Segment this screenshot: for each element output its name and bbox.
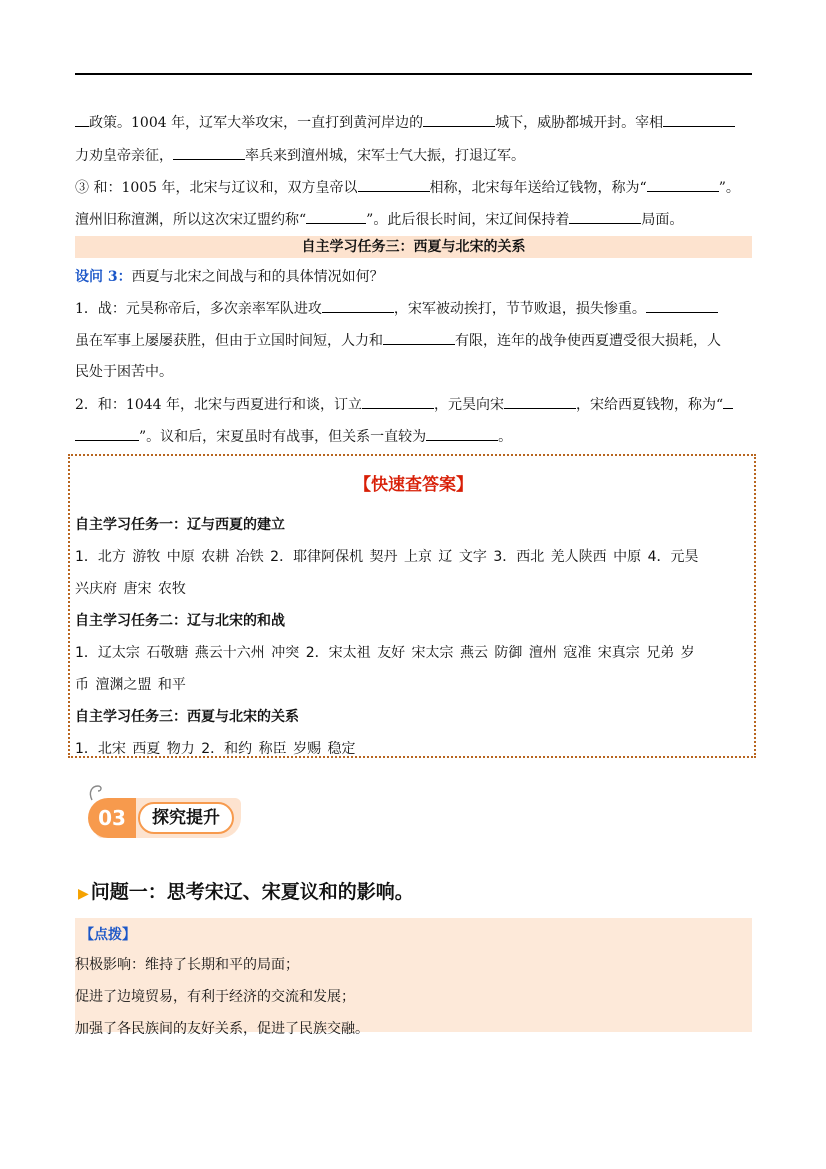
fill-blank[interactable] (362, 394, 434, 409)
text-span: 。 (498, 429, 513, 445)
text-span: 相称，北宋每年送给辽钱物，称为“ (429, 180, 647, 196)
fill-blank[interactable] (426, 426, 498, 441)
fill-blank[interactable] (663, 112, 735, 127)
fill-blank[interactable] (423, 112, 495, 127)
text-span: ，宋给西夏钱物，称为“ (576, 397, 724, 413)
answer-heading-3: 自主学习任务三：西夏与北宋的关系 (75, 709, 299, 725)
text-line (75, 362, 173, 382)
answer-line: 1．北宋 西夏 物力 2．和约 称臣 岁赐 稳定 (75, 741, 356, 757)
tip-line: 促进了边境贸易，有利于经济的交流和发展； (75, 989, 355, 1005)
section-number: 03 (88, 798, 136, 838)
header-rule (75, 73, 752, 75)
text-line (75, 145, 525, 166)
tip-box (75, 918, 752, 1032)
fill-blank[interactable] (75, 112, 89, 127)
text-line (75, 426, 512, 447)
text-span: ”。 (718, 180, 740, 196)
triangle-bullet-icon: ▶ (78, 886, 89, 902)
text-span: ，宋军被动挨打，节节败退，损失惨重。 (393, 301, 646, 317)
fill-blank[interactable] (75, 426, 139, 441)
question-1-heading (78, 877, 414, 904)
question-1-title: 问题一：思考宋辽、宋夏议和的影响。 (90, 881, 414, 903)
answer-line: 币 澶渊之盟 和平 (75, 677, 186, 693)
text-span: 澶州旧称澶渊，所以这次宋辽盟约称“ (75, 212, 307, 228)
text-span: 2．和：1044 年，北宋与西夏进行和谈，订立 (75, 397, 362, 413)
text-line (75, 298, 718, 319)
task3-band: 自主学习任务三：西夏与北宋的关系 (75, 236, 752, 258)
text-line (75, 177, 740, 198)
text-line (75, 394, 733, 415)
fill-blank[interactable] (504, 394, 576, 409)
text-span: 1．战：元昊称帝后，多次亲率军队进攻 (75, 301, 322, 317)
tip-line: 加强了各民族间的友好关系，促进了民族交融。 (75, 1021, 369, 1037)
text-span: 局面。 (641, 212, 684, 228)
text-span: 城下，威胁都城开封。宰相 (495, 115, 664, 131)
text-span: ，元昊向宋 (434, 397, 504, 413)
text-line (75, 112, 735, 133)
text-span: ”。此后很长时间，宋辽间保持着 (366, 212, 570, 228)
text-span: ③ 和：1005 年，北宋与辽议和，双方皇帝以 (75, 180, 358, 196)
text-line (75, 330, 721, 351)
fill-blank[interactable] (646, 298, 718, 313)
fill-blank[interactable] (383, 330, 455, 345)
answer-title: 【快速查答案】 (354, 475, 473, 495)
tip-title: 【点拨】 (80, 927, 136, 943)
answer-line: 1．北方 游牧 中原 农耕 冶铁 2．耶律阿保机 契丹 上京 辽 文字 3．西北 羌人陕西 中原 4．元昊 (75, 549, 699, 565)
text-span: 有限，连年的战争使西夏遭受很大损耗，人 (455, 333, 721, 349)
text-line (75, 209, 683, 230)
text-span: 力劝皇帝亲征， (75, 148, 173, 164)
question-text: 西夏与北宋之间战与和的具体情况如何？ (131, 269, 384, 285)
fill-blank[interactable] (723, 394, 733, 409)
text-span: ”。议和后，宋夏虽时有战事，但关系一直较为 (139, 429, 427, 445)
question-label: 设问 3： (75, 269, 132, 285)
text-span: 民处于困苦中。 (75, 364, 173, 380)
text-span: 虽在军事上屡屡获胜，但由于立国时间短，人力和 (75, 333, 383, 349)
question-line (75, 267, 384, 287)
text-span: 政策。1004 年，辽军大举攻宋，一直打到黄河岸边的 (89, 115, 424, 131)
answer-line: 1．辽太宗 石敬瑭 燕云十六州 冲突 2．宋太祖 友好 宋太宗 燕云 防御 澶州 寇准 宋真宗 兄弟 岁 (75, 645, 695, 661)
fill-blank[interactable] (647, 177, 719, 192)
section-label: 探究提升 (138, 802, 234, 834)
answer-line: 兴庆府 唐宋 农牧 (75, 581, 186, 597)
fill-blank[interactable] (358, 177, 430, 192)
text-span: 率兵来到澶州城，宋军士气大振，打退辽军。 (245, 148, 525, 164)
fill-blank[interactable] (306, 209, 366, 224)
tip-line: 积极影响：维持了长期和平的局面； (75, 957, 299, 973)
fill-blank[interactable] (569, 209, 641, 224)
answer-heading-1: 自主学习任务一：辽与西夏的建立 (75, 517, 285, 533)
fill-blank[interactable] (173, 145, 245, 160)
answer-heading-2: 自主学习任务二：辽与北宋的和战 (75, 613, 285, 629)
fill-blank[interactable] (322, 298, 394, 313)
